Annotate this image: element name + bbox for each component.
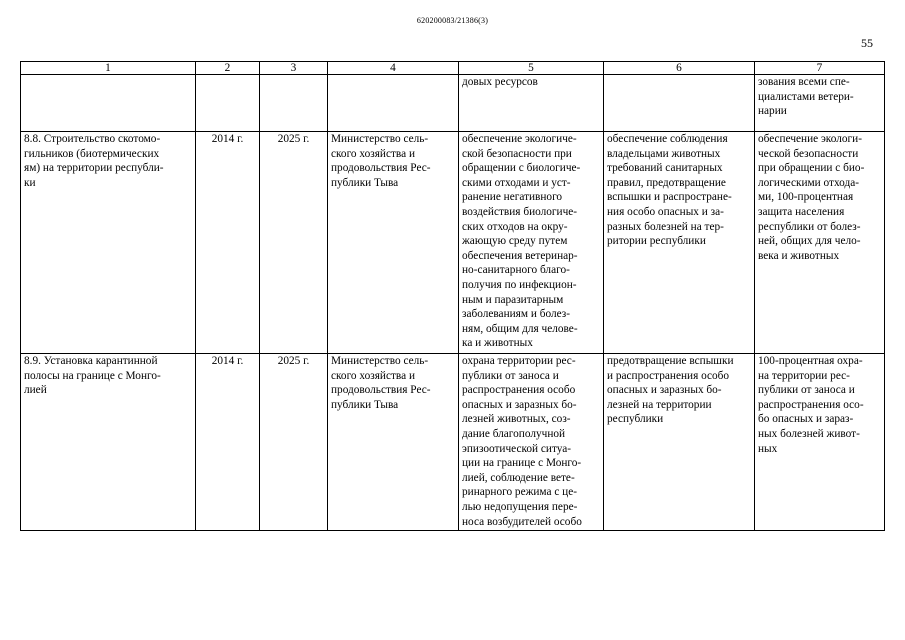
row-1-consequences: обеспечение соблюдения владельцами животных требований санитарных правил, предотвращение вспышки и распростране- ния особо опасных и за- разных болезней на тер- ритории республики: [604, 132, 755, 354]
row-1-start-year: 2014 г.: [196, 132, 260, 354]
row-0-expected-result: довых ресурсов: [459, 75, 604, 132]
document-code: 620200083/21386(3): [416, 16, 489, 25]
row-0-activity: [21, 75, 196, 132]
row-0-end-year: [260, 75, 328, 132]
header-col-6: 6: [604, 62, 755, 75]
row-2-executor: Министерство сель- ского хозяйства и продовольствия Рес- публики Тыва: [328, 354, 459, 531]
header-row: [21, 62, 885, 75]
row-2-expected-result: охрана территории рес- публики от заноса и распространения особо опасных и заразных бо- лезней животных, соз- дание благополучной эпизоотической ситуа- ции на границе с Монго- лией, соблюдение вете- ринарного режима с це- лью недопущения пере- носа возбудителей особо: [459, 354, 604, 531]
row-0-start-year: [196, 75, 260, 132]
header-col-2: 2: [196, 62, 260, 75]
row-2-consequences: предотвращение вспышки и распространения особо опасных и заразных бо- лезней на территории республики: [604, 354, 755, 531]
row-0-consequences: [604, 75, 755, 132]
table-row-8-9: [21, 354, 885, 531]
header-col-3: 3: [260, 62, 328, 75]
table-row-continuation: [21, 75, 885, 132]
row-0-indicator: зования всеми спе- циалистами ветери- нарии: [755, 75, 885, 132]
row-1-activity: 8.8. Строительство скотомо- гильников (биотермических ям) на территории республи- ки: [21, 132, 196, 354]
header-col-7: 7: [755, 62, 885, 75]
header-col-1: 1: [21, 62, 196, 75]
row-1-expected-result: обеспечение экологиче- ской безопасности при обращении с биологиче- скими отходами и уст- ранение негативного воздействия биологиче- ских отходов на окру- жающую среду путем обеспечения ветеринар- но-санитарного благо- получия по инфекцион- ным и паразитарным заболеваниям и болез- ням, общим для челове- ка и животных: [459, 132, 604, 354]
page-number: 55: [861, 36, 873, 50]
row-2-indicator: 100-процентная охра- на территории рес- публики от заноса и распространения осо- бо опасных и зараз- ных болезней живот- ных: [755, 354, 885, 531]
row-2-end-year: 2025 г.: [260, 354, 328, 531]
header-col-4: 4: [328, 62, 459, 75]
row-2-start-year: 2014 г.: [196, 354, 260, 531]
row-1-indicator: обеспечение экологи- ческой безопасности при обращении с био- логическими отхода- ми, 100-процентная защита населения республики от болез- ней, общих для чело- века и животных: [755, 132, 885, 354]
row-1-end-year: 2025 г.: [260, 132, 328, 354]
program-table: [20, 61, 885, 531]
row-1-executor: Министерство сель- ского хозяйства и продовольствия Рес- публики Тыва: [328, 132, 459, 354]
row-0-executor: [328, 75, 459, 132]
table-row-8-8: [21, 132, 885, 354]
header-col-5: 5: [459, 62, 604, 75]
row-2-activity: 8.9. Установка карантинной полосы на границе с Монго- лией: [21, 354, 196, 531]
